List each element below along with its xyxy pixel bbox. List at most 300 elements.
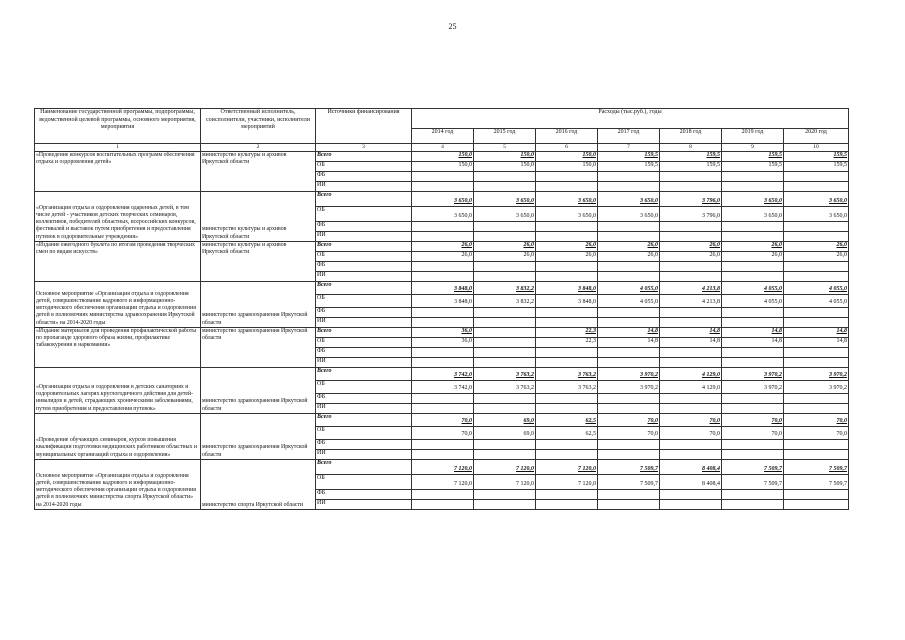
- funding-source: Всего: [316, 327, 412, 337]
- expense-value: [536, 347, 598, 357]
- expense-value: [722, 231, 784, 241]
- funding-source: Всего: [316, 281, 412, 294]
- funding-source: Всего: [316, 459, 412, 474]
- expense-value: [474, 307, 536, 317]
- expense-value: 70,0: [784, 413, 849, 426]
- expense-value: [598, 261, 660, 271]
- expense-value: [412, 499, 474, 509]
- expense-value: 14,8: [598, 327, 660, 337]
- expense-value: [722, 439, 784, 449]
- expense-value: [536, 403, 598, 413]
- expense-value: [536, 499, 598, 509]
- expense-value: 3 650,0: [784, 191, 849, 206]
- expense-value: 4 055,0: [784, 294, 849, 307]
- expense-value: 3 970,2: [784, 380, 849, 393]
- expense-value: [784, 499, 849, 509]
- column-number: 1: [35, 144, 201, 152]
- expense-value: [536, 357, 598, 367]
- expense-value: 7 509,7: [722, 474, 784, 489]
- expense-value: 7 509,7: [598, 459, 660, 474]
- column-number: 9: [722, 144, 784, 152]
- expense-value: 70,0: [660, 426, 722, 439]
- expense-value: [536, 439, 598, 449]
- expense-value: [412, 181, 474, 191]
- expense-value: 7 509,7: [722, 459, 784, 474]
- expense-value: 3 796,0: [660, 191, 722, 206]
- header-executor: Ответственный исполнитель, соисполнители, участники, исполнители мероприятий: [201, 109, 316, 144]
- executor-name: министерство здравоохранения Иркутской области: [201, 367, 316, 413]
- expense-value: [784, 221, 849, 231]
- budget-table: [34, 108, 849, 510]
- expense-value: 3 650,0: [412, 191, 474, 206]
- table-row: [35, 151, 849, 161]
- column-number: 6: [536, 144, 598, 152]
- expense-value: 26,0: [660, 241, 722, 251]
- program-name: Основное мероприятие «Организация отдыха и оздоровления детей, совершенствование кадрового и информационно-методического обеспечения организации отдыха и оздоровления детей в полномочиях министерства спорта Иркутской области» на 2014-2020 годы: [35, 459, 201, 509]
- funding-source: ОБ: [316, 337, 412, 347]
- expense-value: [598, 357, 660, 367]
- expense-value: [722, 449, 784, 459]
- expense-value: [474, 221, 536, 231]
- expense-value: [536, 261, 598, 271]
- expense-value: [784, 403, 849, 413]
- expense-value: 70,0: [412, 426, 474, 439]
- expense-value: 26,0: [474, 241, 536, 251]
- expense-value: 7 120,0: [536, 459, 598, 474]
- expense-value: 159,5: [660, 161, 722, 171]
- funding-source: ИИ: [316, 357, 412, 367]
- expense-value: [474, 337, 536, 347]
- column-number: 10: [784, 144, 849, 152]
- funding-source: ИИ: [316, 181, 412, 191]
- program-name: «Издание материалов для проведения профилактической работы по пропаганде здорового образа жизни, профилактике табакокурения и наркомании»: [35, 327, 201, 367]
- expense-value: [598, 393, 660, 403]
- expense-value: [784, 261, 849, 271]
- header-year: 2020 год: [784, 128, 849, 143]
- expense-value: [722, 317, 784, 327]
- expense-value: 26,0: [660, 251, 722, 261]
- expense-value: 150,0: [412, 151, 474, 161]
- expense-value: [536, 307, 598, 317]
- expense-value: [412, 449, 474, 459]
- funding-source: ИИ: [316, 499, 412, 509]
- header-source: Источники финансирования: [316, 109, 412, 144]
- expense-value: [722, 499, 784, 509]
- table-row: [35, 241, 849, 251]
- expense-value: [722, 181, 784, 191]
- expense-value: [412, 221, 474, 231]
- expense-value: 4 055,0: [784, 281, 849, 294]
- expense-value: 3 970,2: [722, 367, 784, 380]
- expense-value: 3 970,2: [598, 367, 660, 380]
- expense-value: [536, 317, 598, 327]
- expense-value: 62,5: [536, 426, 598, 439]
- expense-value: [536, 271, 598, 281]
- expense-value: [536, 393, 598, 403]
- expense-value: 3 650,0: [722, 206, 784, 221]
- expense-value: 7 509,7: [598, 474, 660, 489]
- expense-value: [536, 489, 598, 499]
- expense-value: [722, 489, 784, 499]
- expense-value: [536, 221, 598, 231]
- executor-name: министерство спорта Иркутской области: [201, 459, 316, 509]
- expense-value: [598, 231, 660, 241]
- expense-value: 26,0: [598, 251, 660, 261]
- expense-value: 4 055,0: [722, 281, 784, 294]
- expense-value: 3 970,2: [722, 380, 784, 393]
- expense-value: 4 129,0: [660, 367, 722, 380]
- funding-source: ИИ: [316, 271, 412, 281]
- expense-value: [722, 357, 784, 367]
- funding-source: ИИ: [316, 317, 412, 327]
- table-row: [35, 459, 849, 474]
- expense-value: [412, 271, 474, 281]
- expense-value: 159,5: [722, 151, 784, 161]
- expense-value: 4 213,8: [660, 294, 722, 307]
- page-number: 25: [448, 22, 457, 31]
- expense-value: 159,5: [660, 151, 722, 161]
- expense-value: 150,0: [536, 161, 598, 171]
- expense-value: 159,5: [784, 161, 849, 171]
- expense-value: [784, 271, 849, 281]
- table-row: [35, 413, 849, 426]
- expense-value: [412, 357, 474, 367]
- expense-value: [474, 271, 536, 281]
- expense-value: 26,0: [412, 251, 474, 261]
- expense-value: [722, 171, 784, 181]
- executor-name: министерство здравоохранения Иркутской области: [201, 281, 316, 327]
- expense-value: 70,0: [412, 413, 474, 426]
- expense-value: 14,8: [660, 337, 722, 347]
- funding-source: ОБ: [316, 294, 412, 307]
- expense-value: 3 650,0: [474, 191, 536, 206]
- column-number: 7: [598, 144, 660, 152]
- expense-value: [598, 221, 660, 231]
- expense-value: 4 055,0: [598, 294, 660, 307]
- funding-source: ОБ: [316, 474, 412, 489]
- expense-value: [660, 317, 722, 327]
- expense-value: [784, 449, 849, 459]
- expense-value: [474, 347, 536, 357]
- expense-value: [660, 393, 722, 403]
- expense-value: [412, 261, 474, 271]
- expense-value: [660, 181, 722, 191]
- funding-source: Всего: [316, 367, 412, 380]
- header-year: 2015 год: [474, 128, 536, 143]
- expense-value: 14,8: [722, 327, 784, 337]
- expense-value: [598, 171, 660, 181]
- expense-value: [598, 181, 660, 191]
- expense-value: [660, 307, 722, 317]
- expense-value: [784, 393, 849, 403]
- expense-value: [784, 347, 849, 357]
- expense-value: [598, 403, 660, 413]
- funding-source: Всего: [316, 151, 412, 161]
- expense-value: [660, 449, 722, 459]
- expense-value: 7 509,7: [784, 459, 849, 474]
- expense-value: [660, 221, 722, 231]
- expense-value: [598, 499, 660, 509]
- expense-value: 3 742,0: [412, 367, 474, 380]
- funding-source: ОБ: [316, 251, 412, 261]
- expense-value: 3 763,2: [474, 367, 536, 380]
- expense-value: [474, 393, 536, 403]
- expense-value: 3 832,2: [474, 294, 536, 307]
- expense-value: [660, 357, 722, 367]
- funding-source: ФБ: [316, 439, 412, 449]
- funding-source: Всего: [316, 191, 412, 206]
- expense-value: 26,0: [784, 251, 849, 261]
- expense-value: 159,5: [722, 161, 784, 171]
- expense-value: 69,0: [474, 426, 536, 439]
- expense-value: [722, 261, 784, 271]
- expense-value: [412, 231, 474, 241]
- expense-value: 3 650,0: [722, 191, 784, 206]
- expense-value: 3 650,0: [598, 206, 660, 221]
- expense-value: [536, 231, 598, 241]
- expense-value: [536, 171, 598, 181]
- expense-value: [474, 489, 536, 499]
- expense-value: [474, 231, 536, 241]
- expense-value: 70,0: [722, 426, 784, 439]
- funding-source: ОБ: [316, 161, 412, 171]
- funding-source: ФБ: [316, 393, 412, 403]
- expense-value: 3 650,0: [598, 191, 660, 206]
- expense-value: 4 055,0: [722, 294, 784, 307]
- expense-value: [474, 439, 536, 449]
- expense-value: [474, 327, 536, 337]
- expense-value: 7 509,7: [784, 474, 849, 489]
- column-number: 8: [660, 144, 722, 152]
- expense-value: 26,0: [536, 241, 598, 251]
- header-year: 2017 год: [598, 128, 660, 143]
- expense-value: 36,0: [412, 327, 474, 337]
- program-name: «Организация отдыха и оздоровления в детских санаториях и оздоровительных лагерях круглогодичного действия для детей-инвалидов и детей, страдающих хроническими заболеваниями, путем приобретения и предоставления путевок»: [35, 367, 201, 413]
- expense-value: 3 970,2: [784, 367, 849, 380]
- funding-source: Всего: [316, 241, 412, 251]
- expense-value: 8 408,4: [660, 459, 722, 474]
- header-year: 2016 год: [536, 128, 598, 143]
- expense-value: [660, 271, 722, 281]
- header-year: 2014 год: [412, 128, 474, 143]
- expense-value: [784, 357, 849, 367]
- program-name: «Организация отдыха и оздоровления одаренных детей, в том числе детей - участников детских творческих семинаров, коллективов, победителей областных, всероссийских конкурсов, фестивалей и выставок путем приобретения и предоставления путевок в оздоровительные учреждения»: [35, 191, 201, 241]
- expense-value: 8 408,4: [660, 474, 722, 489]
- expense-value: [412, 393, 474, 403]
- expense-value: [722, 221, 784, 231]
- expense-value: [784, 171, 849, 181]
- expense-value: [660, 499, 722, 509]
- funding-source: ОБ: [316, 206, 412, 221]
- expense-value: [474, 317, 536, 327]
- program-name: «Проведение конкурсов воспитательных программ обеспечения отдыха и оздоровления детей»: [35, 151, 201, 191]
- expense-value: 70,0: [784, 426, 849, 439]
- expense-value: [412, 307, 474, 317]
- funding-source: ОБ: [316, 426, 412, 439]
- expense-value: 3 763,2: [536, 367, 598, 380]
- expense-value: [722, 347, 784, 357]
- funding-source: ИИ: [316, 403, 412, 413]
- expense-value: 3 848,0: [536, 281, 598, 294]
- expense-value: [598, 307, 660, 317]
- expense-value: 14,8: [598, 337, 660, 347]
- header-expenses: Расходы (тыс.руб.), годы: [412, 109, 849, 129]
- column-number: 3: [316, 144, 412, 152]
- expense-value: 3 832,2: [474, 281, 536, 294]
- expense-value: 3 742,0: [412, 380, 474, 393]
- funding-source: Всего: [316, 413, 412, 426]
- expense-value: [412, 347, 474, 357]
- expense-value: 3 848,0: [536, 294, 598, 307]
- column-number: 2: [201, 144, 316, 152]
- expense-value: 26,0: [412, 241, 474, 251]
- expense-value: 3 763,2: [536, 380, 598, 393]
- expense-value: [598, 317, 660, 327]
- executor-name: министерство культуры и архивов Иркутской области: [201, 191, 316, 241]
- expense-value: 3 650,0: [412, 206, 474, 221]
- expense-value: 14,8: [722, 337, 784, 347]
- expense-value: [722, 403, 784, 413]
- expense-value: 4 129,0: [660, 380, 722, 393]
- expense-value: 14,8: [784, 337, 849, 347]
- expense-value: 3 650,0: [536, 191, 598, 206]
- expense-value: [660, 171, 722, 181]
- expense-value: 150,0: [412, 161, 474, 171]
- expense-value: [474, 499, 536, 509]
- executor-name: министерство культуры и архивов Иркутской области: [201, 241, 316, 281]
- funding-source: ФБ: [316, 347, 412, 357]
- expense-value: 26,0: [784, 241, 849, 251]
- expense-value: 150,0: [474, 151, 536, 161]
- table-row: [35, 367, 849, 380]
- expense-value: 3 796,0: [660, 206, 722, 221]
- table-row: [35, 191, 849, 206]
- expense-value: 14,8: [660, 327, 722, 337]
- expense-value: 7 120,0: [412, 459, 474, 474]
- expense-value: 3 650,0: [784, 206, 849, 221]
- expense-value: [660, 347, 722, 357]
- expense-value: [412, 403, 474, 413]
- expense-value: [722, 307, 784, 317]
- expense-value: 7 120,0: [536, 474, 598, 489]
- expense-value: [412, 171, 474, 181]
- program-name: «Проведение обучающих семинаров, курсов повышения квалификации подготовки медицинских работников областных и муниципальных организаций отдыха и оздоровления»: [35, 413, 201, 459]
- expense-value: [598, 271, 660, 281]
- expense-value: [474, 357, 536, 367]
- column-number: 4: [412, 144, 474, 152]
- expense-value: [660, 261, 722, 271]
- expense-value: [474, 403, 536, 413]
- expense-value: 26,0: [598, 241, 660, 251]
- expense-value: 3 763,2: [474, 380, 536, 393]
- funding-source: ФБ: [316, 171, 412, 181]
- expense-value: 3 970,2: [598, 380, 660, 393]
- expense-value: 7 120,0: [474, 474, 536, 489]
- expense-value: [660, 403, 722, 413]
- expense-value: 22,3: [536, 327, 598, 337]
- table-row: [35, 281, 849, 294]
- expense-value: 7 120,0: [474, 459, 536, 474]
- funding-source: ФБ: [316, 221, 412, 231]
- expense-value: 36,0: [412, 337, 474, 347]
- table-row: [35, 327, 849, 337]
- expense-value: 159,5: [784, 151, 849, 161]
- funding-source: ИИ: [316, 449, 412, 459]
- expense-value: 7 120,0: [412, 474, 474, 489]
- expense-value: [412, 439, 474, 449]
- expense-value: 159,5: [598, 151, 660, 161]
- expense-value: 26,0: [474, 251, 536, 261]
- expense-value: 150,0: [474, 161, 536, 171]
- expense-value: [536, 449, 598, 459]
- funding-source: ФБ: [316, 261, 412, 271]
- funding-source: ФБ: [316, 489, 412, 499]
- expense-value: [412, 317, 474, 327]
- expense-value: 159,5: [598, 161, 660, 171]
- expense-value: [474, 449, 536, 459]
- expense-value: 26,0: [722, 241, 784, 251]
- expense-value: 3 650,0: [474, 206, 536, 221]
- program-name: Основное мероприятие «Организация отдыха и оздоровления детей, совершенствование кадрового и информационно-методического обеспечения организации отдыха и оздоровления детей в полномочиях министерства здравоохранения Иркутской области» на 2014-2020 годы: [35, 281, 201, 327]
- funding-source: ОБ: [316, 380, 412, 393]
- funding-source: ФБ: [316, 307, 412, 317]
- expense-value: [784, 439, 849, 449]
- expense-value: 26,0: [722, 251, 784, 261]
- executor-name: министерство культуры и архивов Иркутской области: [201, 151, 316, 191]
- expense-value: 3 848,0: [412, 281, 474, 294]
- expense-value: 70,0: [598, 426, 660, 439]
- expense-value: [598, 439, 660, 449]
- header-year: 2018 год: [660, 128, 722, 143]
- expense-value: [474, 261, 536, 271]
- expense-value: [660, 489, 722, 499]
- expense-value: [660, 439, 722, 449]
- expense-value: 4 213,8: [660, 281, 722, 294]
- expense-value: 69,0: [474, 413, 536, 426]
- expense-value: 3 650,0: [536, 206, 598, 221]
- expense-value: [598, 347, 660, 357]
- expense-value: [474, 171, 536, 181]
- expense-value: [722, 393, 784, 403]
- expense-value: [536, 181, 598, 191]
- expense-value: 3 848,0: [412, 294, 474, 307]
- expense-value: [784, 231, 849, 241]
- expense-value: 70,0: [598, 413, 660, 426]
- expense-value: 22,3: [536, 337, 598, 347]
- expense-value: 150,0: [536, 151, 598, 161]
- expense-value: 70,0: [660, 413, 722, 426]
- expense-value: 70,0: [722, 413, 784, 426]
- expense-value: [784, 307, 849, 317]
- expense-value: [722, 271, 784, 281]
- expense-value: [474, 181, 536, 191]
- expense-value: [784, 181, 849, 191]
- header-program: Наименование государственной программы, подпрограммы, ведомственной целевой программы, основного мероприятия, мероприятия: [35, 109, 201, 144]
- expense-value: [598, 449, 660, 459]
- executor-name: министерство здравоохранения Иркутской области: [201, 327, 316, 367]
- expense-value: [660, 231, 722, 241]
- header-year: 2019 год: [722, 128, 784, 143]
- executor-name: министерство здравоохранения Иркутской области: [201, 413, 316, 459]
- expense-value: 26,0: [536, 251, 598, 261]
- expense-value: 4 055,0: [598, 281, 660, 294]
- program-name: «Издание ежегодного буклета по итогам проведения творческих смен по видам искусств»: [35, 241, 201, 281]
- expense-value: 14,8: [784, 327, 849, 337]
- expense-value: [784, 489, 849, 499]
- expense-value: 62,5: [536, 413, 598, 426]
- funding-source: ИИ: [316, 231, 412, 241]
- expense-value: [412, 489, 474, 499]
